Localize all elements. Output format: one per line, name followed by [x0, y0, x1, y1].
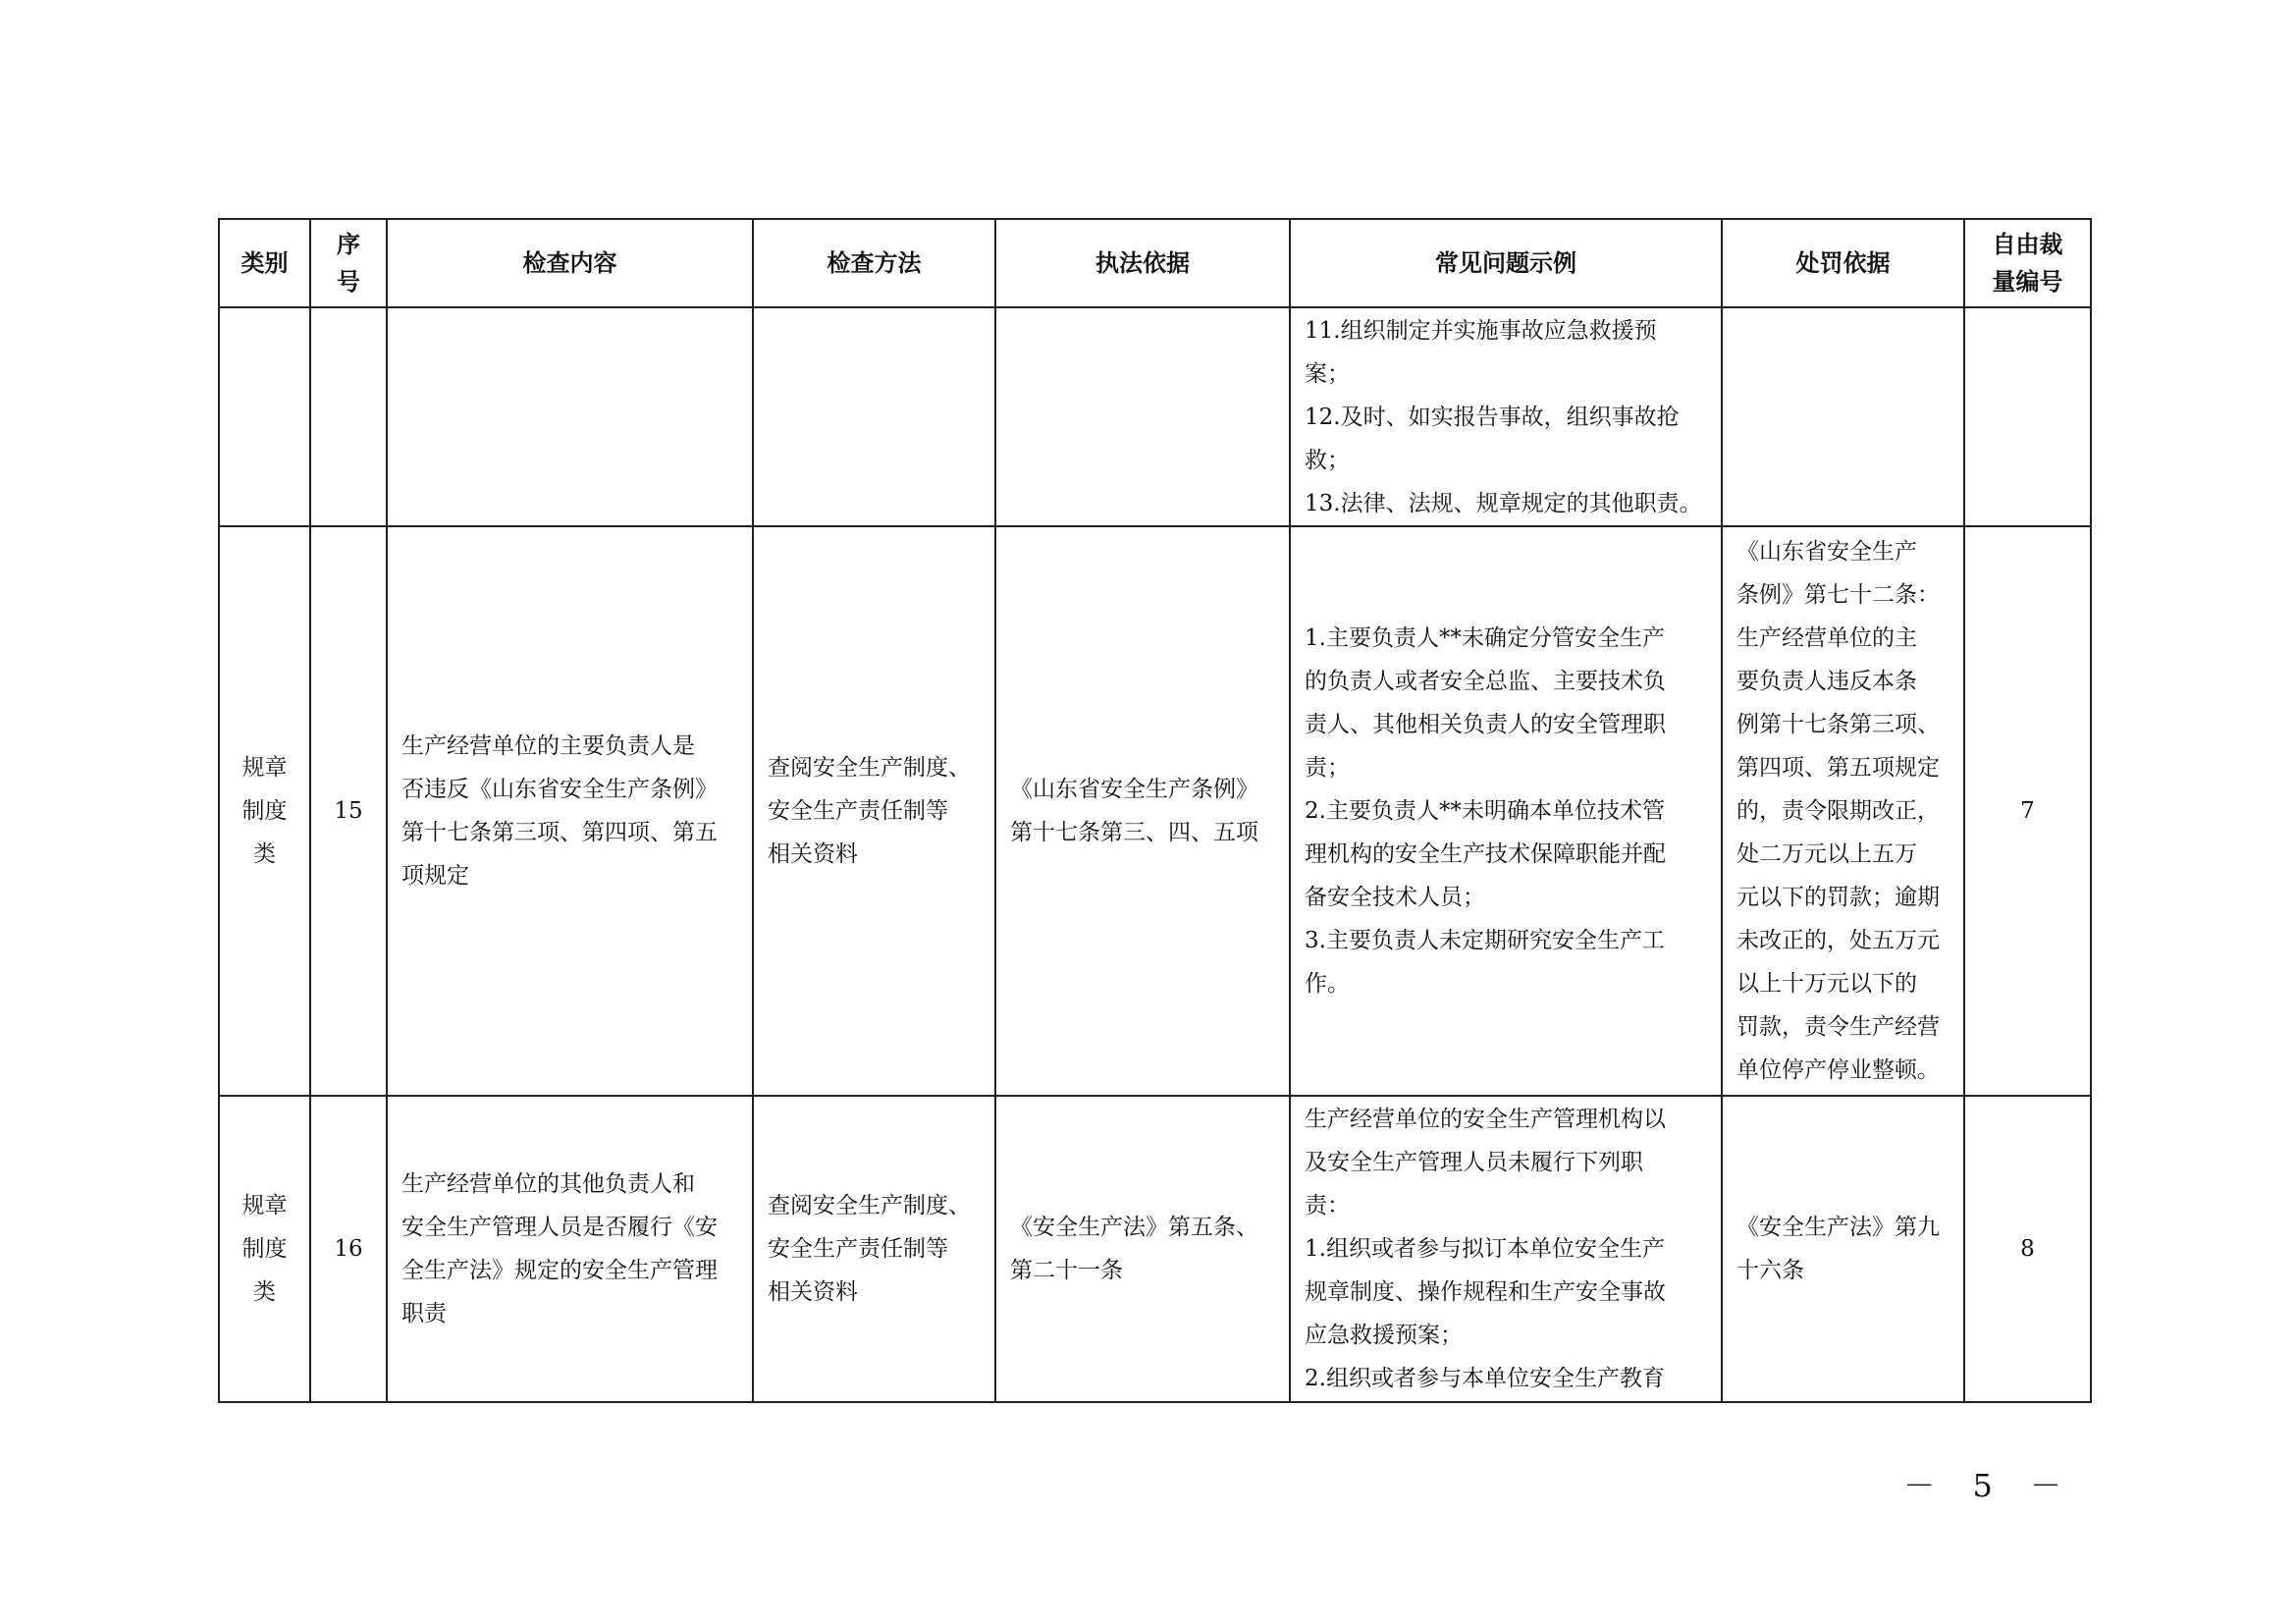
table-row: [219, 1096, 2091, 1402]
problems-cell: [1290, 1096, 1722, 1402]
discretion-cell: [1964, 307, 2091, 526]
method-line: 查阅安全生产制度、: [768, 755, 971, 781]
header-method: 检查方法: [753, 219, 995, 307]
header-category: 类别: [219, 219, 310, 307]
problems-cell: [1290, 307, 1722, 526]
header-content: 检查内容: [387, 219, 753, 307]
method-line: 安全生产责任制等: [768, 798, 948, 824]
penalty-line: 单位停产停业整顿。: [1736, 1057, 1940, 1083]
header-seq: [310, 219, 387, 307]
problems-line: 规章制度、操作规程和生产安全事故: [1305, 1279, 1666, 1305]
seq-cell: 16: [310, 1096, 387, 1402]
content-cell: [387, 1096, 753, 1402]
content-cell: [387, 526, 753, 1096]
penalty-line: 处二万元以上五万: [1736, 841, 1917, 867]
content-line: 安全生产管理人员是否履行《安: [401, 1215, 718, 1240]
method-cell: [753, 307, 995, 526]
header-row: [219, 219, 2091, 307]
category-line: 类: [253, 841, 276, 867]
problems-line: 应急救援预案；: [1305, 1323, 1463, 1348]
penalty-cell: [1722, 1096, 1964, 1402]
penalty-cell: [1722, 526, 1964, 1096]
penalty-line: 条例》第七十二条：: [1736, 582, 1940, 608]
penalty-line: 生产经营单位的主: [1736, 625, 1917, 651]
problems-line: 救；: [1305, 447, 1350, 473]
content-line: 第十七条第三项、第四项、第五: [401, 820, 718, 845]
category-cell: [219, 1096, 310, 1402]
penalty-line: 以上十万元以下的: [1736, 971, 1917, 997]
penalty-line: 《山东省安全生产: [1736, 539, 1917, 565]
method-line: 相关资料: [768, 1279, 858, 1305]
penalty-line: 未改正的，处五万元: [1736, 928, 1940, 953]
content-line: 生产经营单位的其他负责人和: [401, 1171, 695, 1197]
header-basis: 执法依据: [995, 219, 1290, 307]
category-line: 规章: [241, 1193, 288, 1218]
inspection-table: [218, 218, 2092, 1403]
basis-line: 第二十一条: [1010, 1258, 1123, 1283]
problems-line: 12.及时、如实报告事故，组织事故抢: [1305, 404, 1680, 430]
penalty-line: 要负责人违反本条: [1736, 669, 1917, 694]
problems-line: 理机构的安全生产技术保障职能并配: [1305, 841, 1666, 867]
header-problems: 常见问题示例: [1290, 219, 1722, 307]
method-line: 查阅安全生产制度、: [768, 1193, 971, 1218]
problems-line: 1.组织或者参与拟订本单位安全生产: [1305, 1236, 1665, 1262]
header-seq-line: 序: [337, 231, 360, 258]
basis-cell: [995, 307, 1290, 526]
discretion-cell: 7: [1964, 526, 2091, 1096]
category-line: 类: [253, 1279, 276, 1305]
problems-line: 的负责人或者安全总监、主要技术负: [1305, 669, 1666, 694]
category-line: 制度: [241, 1236, 288, 1262]
problems-line: 责人、其他相关负责人的安全管理职: [1305, 712, 1666, 737]
header-penalty: 处罚依据: [1722, 219, 1964, 307]
header-discretion-line: 自由裁: [1992, 231, 2063, 258]
penalty-line: 第四项、第五项规定: [1736, 755, 1940, 781]
category-line: 规章: [241, 755, 288, 781]
penalty-line: 十六条: [1736, 1258, 1804, 1283]
header-seq-line: 号: [337, 268, 360, 296]
problems-line: 责；: [1305, 755, 1350, 781]
problems-line: 11.组织制定并实施事故应急救援预: [1305, 317, 1657, 344]
problems-line: 责：: [1305, 1193, 1350, 1218]
content-cell: [387, 307, 753, 526]
basis-line: 第十七条第三、四、五项: [1010, 820, 1258, 845]
basis-line: 《山东省安全生产条例》: [1010, 777, 1258, 802]
page-number: － 5 －: [1903, 1467, 2075, 1504]
problems-line: 1.主要负责人**未确定分管安全生产: [1305, 625, 1665, 651]
penalty-line: 例第十七条第三项、: [1736, 712, 1940, 737]
table-row: [219, 307, 2091, 526]
penalty-line: 元以下的罚款；逾期: [1736, 885, 1940, 910]
content-line: 项规定: [401, 863, 469, 889]
penalty-line: 《安全生产法》第九: [1736, 1215, 1940, 1240]
method-line: 安全生产责任制等: [768, 1236, 948, 1262]
header-discretion: [1964, 219, 2091, 307]
discretion-cell: 8: [1964, 1096, 2091, 1402]
category-cell: [219, 307, 310, 526]
content-line: 生产经营单位的主要负责人是: [401, 733, 695, 759]
content-line: 否违反《山东省安全生产条例》: [401, 777, 718, 802]
problems-line: 生产经营单位的安全生产管理机构以: [1305, 1107, 1666, 1132]
basis-cell: [995, 1096, 1290, 1402]
problems-cell: [1290, 526, 1722, 1096]
problems-line: 备安全技术人员；: [1305, 885, 1485, 910]
category-line: 制度: [241, 798, 288, 824]
method-line: 相关资料: [768, 841, 858, 867]
problems-line: 3.主要负责人未定期研究安全生产工: [1305, 928, 1665, 953]
penalty-line: 的，责令限期改正，: [1736, 798, 1940, 824]
problems-line: 作。: [1305, 971, 1350, 997]
basis-line: 《安全生产法》第五条、: [1010, 1215, 1258, 1240]
method-cell: [753, 1096, 995, 1402]
category-cell: [219, 526, 310, 1096]
problems-line: 2.主要负责人**未明确本单位技术管: [1305, 798, 1665, 824]
seq-cell: [310, 307, 387, 526]
problems-line: 案；: [1305, 360, 1350, 387]
content-line: 职责: [401, 1301, 447, 1326]
method-cell: [753, 526, 995, 1096]
problems-line: 2.组织或者参与本单位安全生产教育: [1305, 1366, 1665, 1391]
content-line: 全生产法》规定的安全生产管理: [401, 1258, 718, 1283]
header-discretion-line: 量编号: [1992, 268, 2063, 296]
basis-cell: [995, 526, 1290, 1096]
table-row: [219, 526, 2091, 1096]
penalty-line: 罚款，责令生产经营: [1736, 1014, 1940, 1040]
seq-cell: 15: [310, 526, 387, 1096]
problems-line: 13.法律、法规、规章规定的其他职责。: [1305, 490, 1702, 516]
penalty-cell: [1722, 307, 1964, 526]
problems-line: 及安全生产管理人员未履行下列职: [1305, 1150, 1643, 1175]
